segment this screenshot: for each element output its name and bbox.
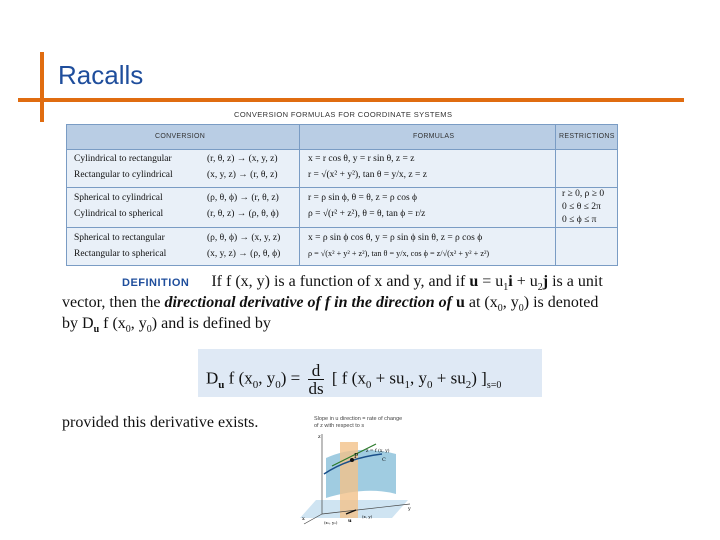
label-z: z xyxy=(318,434,321,440)
row-conversion: Cylindrical to spherical xyxy=(74,209,164,219)
row-mapping: (ρ, θ, ϕ) → (r, θ, z) xyxy=(207,193,279,203)
definition-text: + u xyxy=(512,273,538,290)
row-conversion: Rectangular to cylindrical xyxy=(74,170,173,180)
row-conversion: Rectangular to spherical xyxy=(74,249,167,259)
definition-text: ) and is defined by xyxy=(151,315,271,332)
header-formulas: FORMULAS xyxy=(413,133,455,140)
definition-text: , y xyxy=(130,315,147,332)
label-xy: (x, y) xyxy=(362,514,373,519)
definition-text: ) is denoted xyxy=(523,294,599,311)
header-conversion: CONVERSION xyxy=(155,133,206,140)
row-formulas: ρ = √(x² + y² + z²), tan θ = y/x, cos ϕ = z/√(x² + y² + z²) xyxy=(308,249,490,258)
row-conversion: Spherical to rectangular xyxy=(74,233,165,243)
exists-text: provided this derivative exists. xyxy=(62,414,259,431)
table-header xyxy=(67,125,617,149)
definition-line-1: DEFINITION If f (x, y) is a function of x and y, and if $u = u_1i + u_2j$ is a unit xyxy=(122,273,603,294)
definition-text: , y xyxy=(502,294,519,311)
vector-j: j xyxy=(542,273,549,290)
label-p: P xyxy=(354,453,359,460)
label-x0y0: (x₀, y₀) xyxy=(324,520,338,525)
vector-i: i xyxy=(508,273,513,290)
label-y: y xyxy=(408,506,411,512)
row-mapping: (ρ, θ, ϕ) → (x, y, z) xyxy=(207,233,281,243)
definition-text: vector, then the xyxy=(62,294,165,311)
definition-text: f (x xyxy=(99,315,126,332)
row-formulas: r = ρ sin ϕ, θ = θ, z = ρ cos ϕ xyxy=(308,193,418,203)
row-formulas: x = ρ sin ϕ cos θ, y = ρ sin ϕ sin θ, z = ρ cos ϕ xyxy=(308,233,483,243)
label-x: x xyxy=(302,516,305,522)
directional-derivative-figure xyxy=(296,414,416,526)
definition-text: = u xyxy=(478,273,504,290)
label-u: u xyxy=(348,518,352,524)
row-conversion: Cylindrical to rectangular xyxy=(74,154,172,164)
definition-text: at (x xyxy=(464,294,498,311)
row-divider xyxy=(67,187,617,188)
restriction: 0 ≤ ϕ ≤ π xyxy=(562,215,597,225)
row-divider xyxy=(67,149,617,150)
vector-u: u xyxy=(455,294,465,311)
definition-text: is a unit xyxy=(548,273,603,290)
row-formulas: x = r cos θ, y = r sin θ, z = z xyxy=(308,154,415,164)
row-divider xyxy=(67,227,617,228)
directional-derivative-formula xyxy=(198,349,542,397)
label-c: C xyxy=(382,457,386,463)
header-restrictions: RESTRICTIONS xyxy=(559,133,615,140)
label-surface: z = f (x, y) xyxy=(366,449,390,454)
row-mapping: (r, θ, z) → (x, y, z) xyxy=(207,154,278,164)
row-mapping: (x, y, z) → (ρ, θ, ϕ) xyxy=(207,249,281,259)
formula-text: $D_u$ f ($x_0$, $y_0$) = $\frac{d}{ds}$ [ f ($x_0 + su_1$, $y_0 + su_2$) ]$_{s=0}$ xyxy=(206,361,502,398)
definition-line-2: vector, then the directional derivative of f in the direction of u at ($x_0$, $y_0$) is denoted xyxy=(62,294,599,315)
restriction: r ≥ 0, ρ ≥ 0 xyxy=(562,189,605,199)
row-mapping: (r, θ, z) → (ρ, θ, ϕ) xyxy=(207,209,279,219)
restriction: 0 ≤ θ ≤ 2π xyxy=(562,202,601,212)
row-mapping: (x, y, z) → (r, θ, z) xyxy=(207,170,278,180)
definition-text: by D xyxy=(62,315,94,332)
title-underline-bar xyxy=(18,98,684,102)
row-formulas: ρ = √(r² + z²), θ = θ, tan ϕ = r/z xyxy=(308,209,426,219)
vector-u: u xyxy=(469,273,479,290)
row-formulas: r = √(x² + y²), tan θ = y/x, z = z xyxy=(308,170,427,180)
column-divider xyxy=(555,125,556,265)
definition-text: If f (x, y) is a function of x and y, and if xyxy=(211,273,470,290)
column-divider xyxy=(299,125,300,265)
slide-title: Racalls xyxy=(58,60,144,90)
definition-line-3: by $D_u$ f ($x_0$, $y_0$) and is defined by xyxy=(62,315,271,336)
table-caption: CONVERSION FORMULAS FOR COORDINATE SYSTEMS xyxy=(234,110,453,119)
figure-caption: Slope in u direction = rate of change of z with respect to s xyxy=(314,416,403,429)
definition-label: DEFINITION xyxy=(122,277,190,289)
definition-term: directional derivative of f in the direction of xyxy=(164,294,456,311)
row-conversion: Spherical to cylindrical xyxy=(74,193,163,203)
conversion-table xyxy=(66,124,618,266)
title-accent-bar xyxy=(40,52,44,122)
